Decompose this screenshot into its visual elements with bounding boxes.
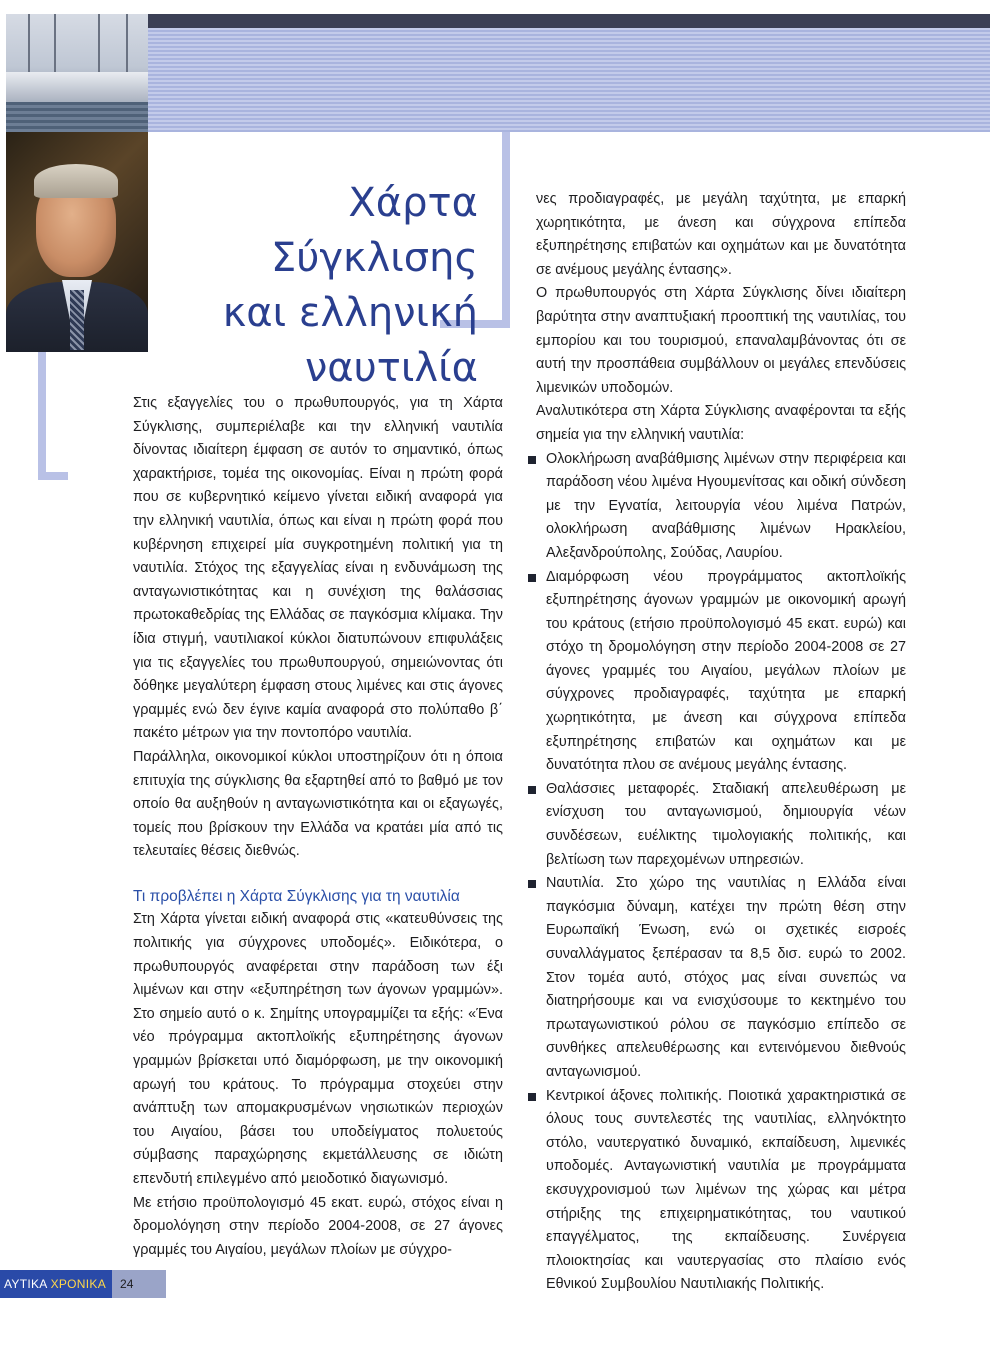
list-item-text: Ολοκλήρωση αναβάθμισης λιμένων στην περιφέρεια και παράδοση νέου λιμένα Ηγουμενίτσας και οδική σύνδεση με την Εγνατία, λειτουργία νέου λιμένα Πατρών, ολοκλήρωση αναβάθμισης λιμένων Ηρακλείου, Αλεξανδρούπολης, Σούδας, Λαυρίου. [546,450,906,561]
square-bullet-icon [528,574,536,582]
title-line: ναυτιλία [304,345,478,391]
page-number: 24 [112,1270,166,1298]
list-item [536,872,906,1084]
paragraph: Στη Χάρτα γίνεται ειδική αναφορά στις «κατευθύνσεις της πολιτικής για σύγχρονες υποδομές». Ειδικότερα, ο πρωθυπουργός αναφέρεται στην παράδοση των έξι λιμένων και στην «εξυπηρέτηση των άγονων γραμμών». Στο σημείο αυτό ο κ. Σημίτης υπογραμμίζει τα εξής: «Ένα νέο πρόγραμμα ακτοπλοϊκής εξυπηρέτησης άγονων γραμμών βρίσκεται υπό διαμόρφωση, με την οικονομική αρωγή του κράτους. Το πρόγραμμα στοχεύει στην ανάπτυξη των απομακρυσμένων νησιωτικών περιοχών του Αιγαίου, βάσει του υποδείγματος πολυετούς σύμβασης παραχώρησης εκμετάλλευσης σε ιδιώτη επενδυτή επιλεγμένο από μειοδοτικό διαγωνισμό. [133,911,503,1187]
article-title [158,176,478,396]
list-item [536,566,906,778]
list-item [536,778,906,872]
title-line: Χάρτα Σύγκλισης [270,180,478,281]
left-column [133,392,503,1262]
square-bullet-icon [528,880,536,888]
water [6,102,148,132]
bullet-list [536,448,906,1297]
list-item-text: Διαμόρφωση νέου προγράμματος ακτοπλοϊκής εξυπηρέτησης άγονων γραμμών με οικονομική αρωγή του κράτους (ετήσιο προϋπολογισμό 45 εκατ. ευρώ) και στόχο τη δρομολόγηση στην περίοδο 2004-2008 σε 27 άγονες γραμμές του Αιγαίου, μεγάλων πλοίων με σύγχρονες προδιαγραφές, ταχύτητα με επαρκή χωρητικότητα, με άνεση και σύγχρονα επίπεδα εξυπηρέτησης επιβατών και οχημάτων και με δυνατότητα πλου σε ανέμους μεγάλης έντασης. [546,568,906,774]
paragraph: Αναλυτικότερα στη Χάρτα Σύγκλισης αναφέρονται τα εξής σημεία για την ελληνική ναυτιλία: [536,403,906,443]
magazine-brand [0,1270,112,1298]
list-item-text: Θαλάσσιες μεταφορές. Σταδιακή απελευθέρωση με ενίσχυση του ανταγωνισμού, δημιουργία νέων συνδέσεων, ευέλικτης τιμολογιακής πολιτικής, και βελτίωση των παρεχομένων υπηρεσιών. [546,780,906,868]
decorative-bracket [38,472,68,480]
header-top-strip [148,14,990,28]
title-line: και ελληνική [222,290,478,336]
square-bullet-icon [528,1093,536,1101]
section-subheading: Τι προβλέπει η Χάρτα Σύγκλισης για τη ναυτιλία [133,887,460,905]
paragraph: Παράλληλα, οικονομικοί κύκλοι υποστηρίζουν ότι η όποια επιτυχία της σύγκλισης θα εξαρτηθεί από το βαθμό με τον οποίο θα αυξηθούν η ανταγωνιστικότητα και οι εξαγωγές, τομείς που βρίσκουν την Ελλάδα να κρατάει μία από τις τελευταίες θέσεις διεθνώς. [133,748,503,860]
decorative-bracket [502,132,510,328]
square-bullet-icon [528,786,536,794]
portrait-tie [70,290,84,350]
harbor-photo [6,14,148,132]
list-item-text: Ναυτιλία. Στο χώρο της ναυτιλίας η Ελλάδα είναι παγκόσμια δύναμη, κατέχει την πρώτη θέση στην Ευρωπαϊκή Ένωση, ενώ οι σχετικές εισροές συναλλάγματος ξεπέρασαν τα 8,5 δισ. ευρώ το 2002. Στον τομέα αυτό, στόχος μας είναι συνεπώς να διατηρήσουμε και να ενισχύσουμε το κεκτημένο του πρωταγωνιστικού ρόλου σε παγκόσμιο επίπεδο σε συνθήκες απελευθέρωσης και εντεινόμενου διεθνούς ανταγωνισμού. [546,875,906,1080]
square-bullet-icon [528,456,536,464]
ship [6,72,148,102]
paragraph: Στις εξαγγελίες του ο πρωθυπουργός, για τη Χάρτα Σύγκλισης, συμπεριέλαβε και την ελληνική ναυτιλία δίνοντας ιδιαίτερη έμφαση σε αυτόν το σημαντικό, όπως χαρακτήρισε, τομέα της οικονομίας. Είναι η πρώτη φορά που σε κυβερνητικό κείμενο γίνεται ειδική αναφορά για την ελληνική ναυτιλία, όπως και είναι η πρώτη φορά που κυβέρνηση επιχειρεί μία συγκροτημένη πολιτική για τη ναυτιλία. Στόχος της εξαγγελίας είναι η ενδυνάμωση της ανταγωνιστικότητας και η συνέχιση της θαλάσσιας πρωτοκαθεδρίας της Ελλάδας σε παγκόσμια κλίμακα. Την ίδια στιγμή, ναυτιλιακοί κύκλοι διατυπώνουν επιφυλάξεις για τις εξαγγελίες του πρωθυπουργού, σημειώνοντας ότι δόθηκε μεγαλύτερη έμφαση στους λιμένες και στις άγονες γραμμές ενώ δεν έγινε καμία αναφορά στο πολύπαθο β΄ πακέτο μέτρων για την ποντοπόρο ναυτιλία. [133,395,503,742]
list-item [536,1085,906,1297]
decorative-bracket [38,352,46,480]
paragraph: νες προδιαγραφές, με μεγάλη ταχύτητα, με επαρκή χωρητικότητα, με άνεση και σύγχρονα επίπεδα εξυπηρέτησης επιβατών και οχημάτων και με δυνατότητα σε ανέμους μεγάλης έντασης». [536,191,906,278]
brand-part-accent: ΧΡΟΝΙΚΑ [50,1277,107,1291]
list-item-text: Κεντρικοί άξονες πολιτικής. Ποιοτικά χαρακτηριστικά σε όλους τους συντελεστές της ναυτιλίας, ελληνόκτητο στόλο, ναυτεργατικό δυναμικό, εκπαίδευση, λιμενικές υποδομές. Ανταγωνιστική ναυτιλία με προγράμματα εκσυγχρονισμού των λιμένων της χώρας και μέτρα στήριξης της επιχειρηματικότητας, του ναυτικού επαγγέλματος, της εκπαίδευσης. Συνέργεια πλοιοκτησίας και ναυτεργασίας στο πλαίσιο ενός Εθνικού Συμβουλίου Ναυτιλιακής Πολιτικής. [546,1087,906,1293]
list-item [536,448,906,566]
paragraph: Με ετήσιο προϋπολογισμό 45 εκατ. ευρώ, στόχος είναι η δρομολόγηση στην περίοδο 2004-2008, σε 27 άγονες γραμμές του Αιγαίου, μεγάλων πλοίων με σύγχρο- [133,1194,503,1258]
paragraph: Ο πρωθυπουργός στη Χάρτα Σύγκλισης δίνει ιδιαίτερη βαρύτητα στην αναπτυξιακή προοπτική της ναυτιλίας, του εμπορίου και του τουρισμού, επαναλαμβάνοντας ότι σε αυτή την προσπάθεια συμβάλλουν οι μεγάλες επενδύσεις λιμενικών υποδομών. [536,285,906,396]
header-band [148,14,990,132]
right-column [536,188,906,1297]
brand-part: ΑΥΤΙΚΑ [4,1277,51,1291]
portrait-photo [6,132,148,352]
portrait-hair [34,164,118,198]
page-footer [0,1270,166,1298]
